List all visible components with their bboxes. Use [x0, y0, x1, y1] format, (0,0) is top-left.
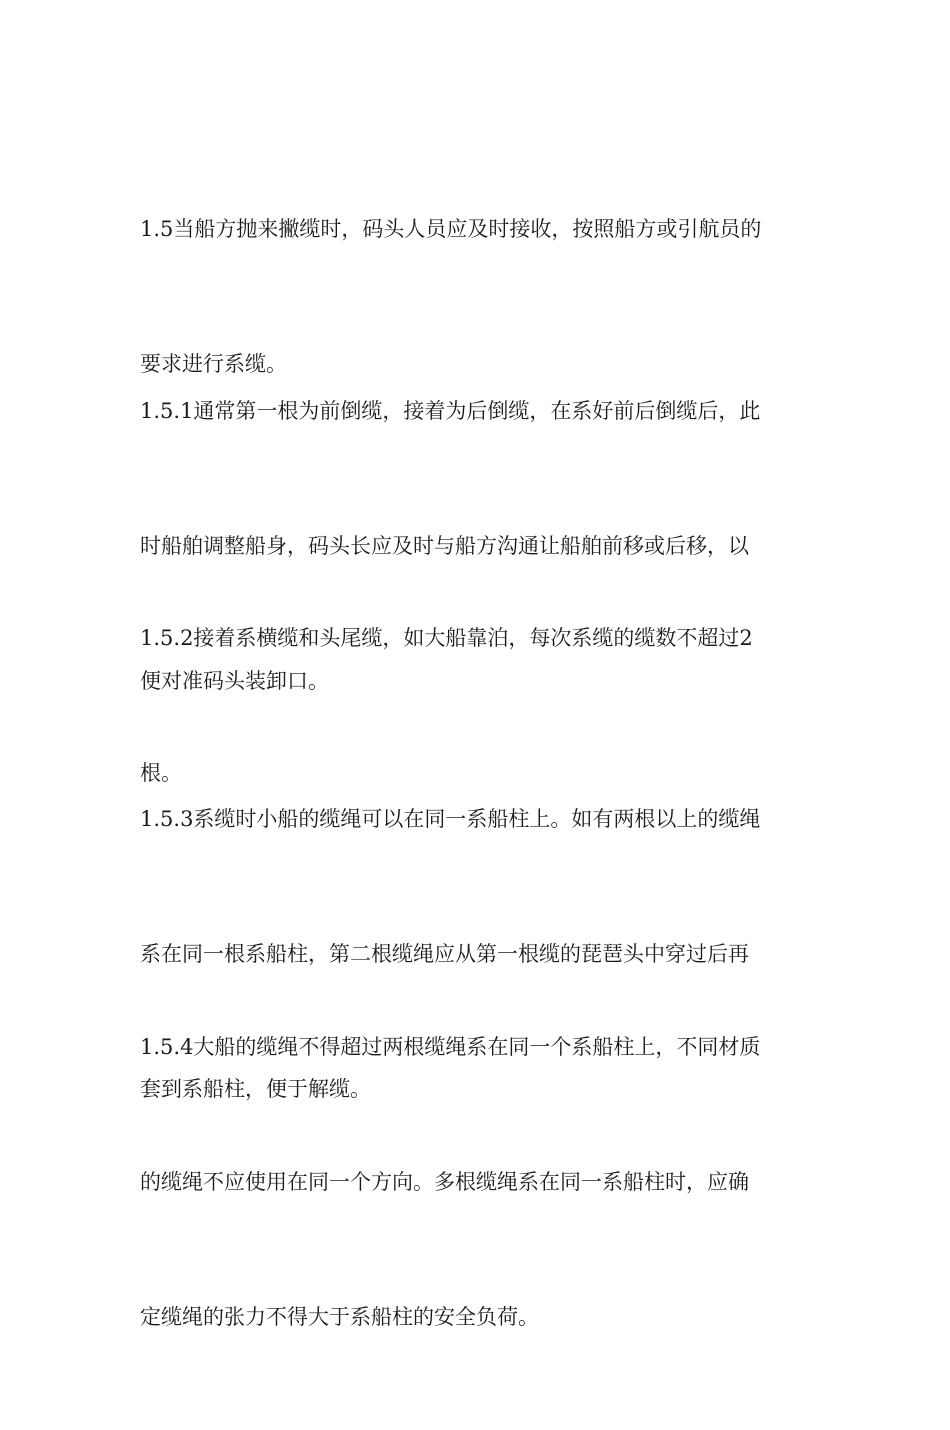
- paragraph-line: 1.5.1通常第一根为前倒缆，接着为后倒缆，在系好前后倒缆后，此: [140, 399, 761, 423]
- paragraph-line: 便对准码头装卸口。: [140, 669, 329, 693]
- paragraph-line: 1.5.3系缆时小船的缆绳可以在同一系船柱上。如有两根以上的缆绳: [140, 807, 761, 831]
- paragraph-line: 时船舶调整船身，码头长应及时与船方沟通让船舶前移或后移，以: [140, 534, 749, 558]
- paragraph-1-5-4: [140, 935, 820, 1430]
- paragraph-line: 要求进行系缆。: [140, 352, 287, 376]
- paragraph-line: 定缆绳的张力不得大于系船柱的安全负荷。: [140, 1305, 539, 1329]
- paragraph-line: 系在同一根系船柱，第二根缆绳应从第一根缆的琵琶头中穿过后再: [140, 942, 749, 966]
- paragraph-line: 1.5当船方抛来撇缆时，码头人员应及时接收，按照船方或引航员的: [140, 217, 762, 241]
- paragraph-line: 根。: [140, 761, 182, 785]
- paragraph-line: 1.5.4大船的缆绳不得超过两根缆绳系在同一个系船柱上，不同材质: [140, 1035, 761, 1059]
- paragraph-line: 套到系船柱，便于解缆。: [140, 1077, 371, 1101]
- paragraph-line: 1.5.2接着系横缆和头尾缆，如大船靠泊，每次系缆的缆数不超过2: [140, 626, 753, 650]
- paragraph-line: 的缆绳不应使用在同一个方向。多根缆绳系在同一系船柱时，应确: [140, 1170, 749, 1194]
